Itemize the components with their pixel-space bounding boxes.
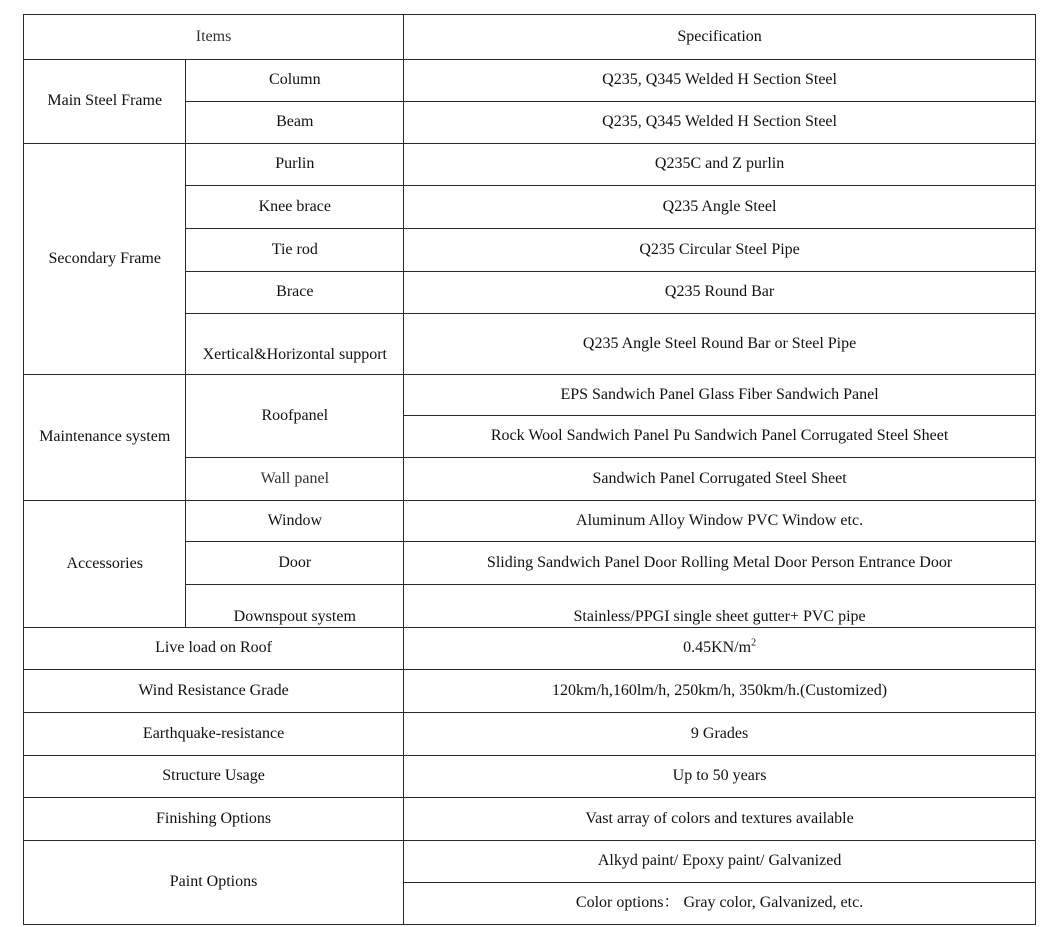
spec-finishing-options: Vast array of colors and textures available (404, 798, 1036, 841)
table-row (24, 670, 1036, 713)
spec-paint-options-2: Color options： Gray color, Galvanized, etc. (404, 883, 1036, 925)
group-secondary-frame: Secondary Frame (24, 144, 186, 375)
table-header-row (24, 15, 1036, 60)
spec-live-load-unit-exponent: 2 (751, 637, 757, 649)
spec-knee-brace: Q235 Angle Steel (404, 186, 1036, 229)
item-downspout-system: Downspout system (186, 585, 404, 628)
item-brace: Brace (186, 272, 404, 314)
table-row (24, 628, 1036, 670)
table-row (24, 501, 1036, 542)
item-paint-options: Paint Options (24, 841, 404, 925)
spec-roofpanel-2: Rock Wool Sandwich Panel Pu Sandwich Panel Corrugated Steel Sheet (404, 416, 1036, 458)
spec-live-load-value: 0.45KN/m (683, 639, 752, 657)
header-items: Items (24, 15, 404, 60)
spec-earthquake-resistance: 9 Grades (404, 713, 1036, 756)
table-row (24, 756, 1036, 798)
item-wind-resistance-grade: Wind Resistance Grade (24, 670, 404, 713)
spec-beam: Q235, Q345 Welded H Section Steel (404, 102, 1036, 144)
spec-brace: Q235 Round Bar (404, 272, 1036, 314)
spec-wind-resistance-grade: 120km/h,160lm/h, 250km/h, 350km/h.(Customized) (404, 670, 1036, 713)
table-row (24, 713, 1036, 756)
item-roofpanel: Roofpanel (186, 375, 404, 458)
item-knee-brace: Knee brace (186, 186, 404, 229)
spec-purlin: Q235C and Z purlin (404, 144, 1036, 186)
table-row (24, 375, 1036, 416)
spec-window: Aluminum Alloy Window PVC Window etc. (404, 501, 1036, 542)
spec-vertical-horizontal-support: Q235 Angle Steel Round Bar or Steel Pipe (404, 314, 1036, 375)
group-accessories: Accessories (24, 501, 186, 628)
spec-paint-options-1: Alkyd paint/ Epoxy paint/ Galvanized (404, 841, 1036, 883)
spec-wall-panel: Sandwich Panel Corrugated Steel Sheet (404, 458, 1036, 501)
item-finishing-options: Finishing Options (24, 798, 404, 841)
table-row (24, 841, 1036, 883)
item-beam: Beam (186, 102, 404, 144)
spec-tie-rod: Q235 Circular Steel Pipe (404, 229, 1036, 272)
specification-table (23, 14, 1036, 925)
group-main-steel-frame: Main Steel Frame (24, 60, 186, 144)
header-specification: Specification (404, 15, 1036, 60)
spec-live-load-on-roof (404, 628, 1036, 670)
item-door: Door (186, 542, 404, 585)
item-tie-rod: Tie rod (186, 229, 404, 272)
spec-column: Q235, Q345 Welded H Section Steel (404, 60, 1036, 102)
item-live-load-on-roof: Live load on Roof (24, 628, 404, 670)
spec-roofpanel-1: EPS Sandwich Panel Glass Fiber Sandwich Panel (404, 375, 1036, 416)
item-purlin: Purlin (186, 144, 404, 186)
spec-downspout-system: Stainless/PPGI single sheet gutter+ PVC pipe (404, 585, 1036, 628)
item-structure-usage: Structure Usage (24, 756, 404, 798)
spec-structure-usage: Up to 50 years (404, 756, 1036, 798)
table-row (24, 798, 1036, 841)
group-maintenance-system: Maintenance system (24, 375, 186, 501)
item-vertical-horizontal-support: Xertical&Horizontal support (186, 314, 404, 375)
spec-door: Sliding Sandwich Panel Door Rolling Metal Door Person Entrance Door (404, 542, 1036, 585)
item-earthquake-resistance: Earthquake-resistance (24, 713, 404, 756)
item-wall-panel: Wall panel (186, 458, 404, 501)
item-column: Column (186, 60, 404, 102)
table-row (24, 144, 1036, 186)
item-window: Window (186, 501, 404, 542)
table-row (24, 60, 1036, 102)
